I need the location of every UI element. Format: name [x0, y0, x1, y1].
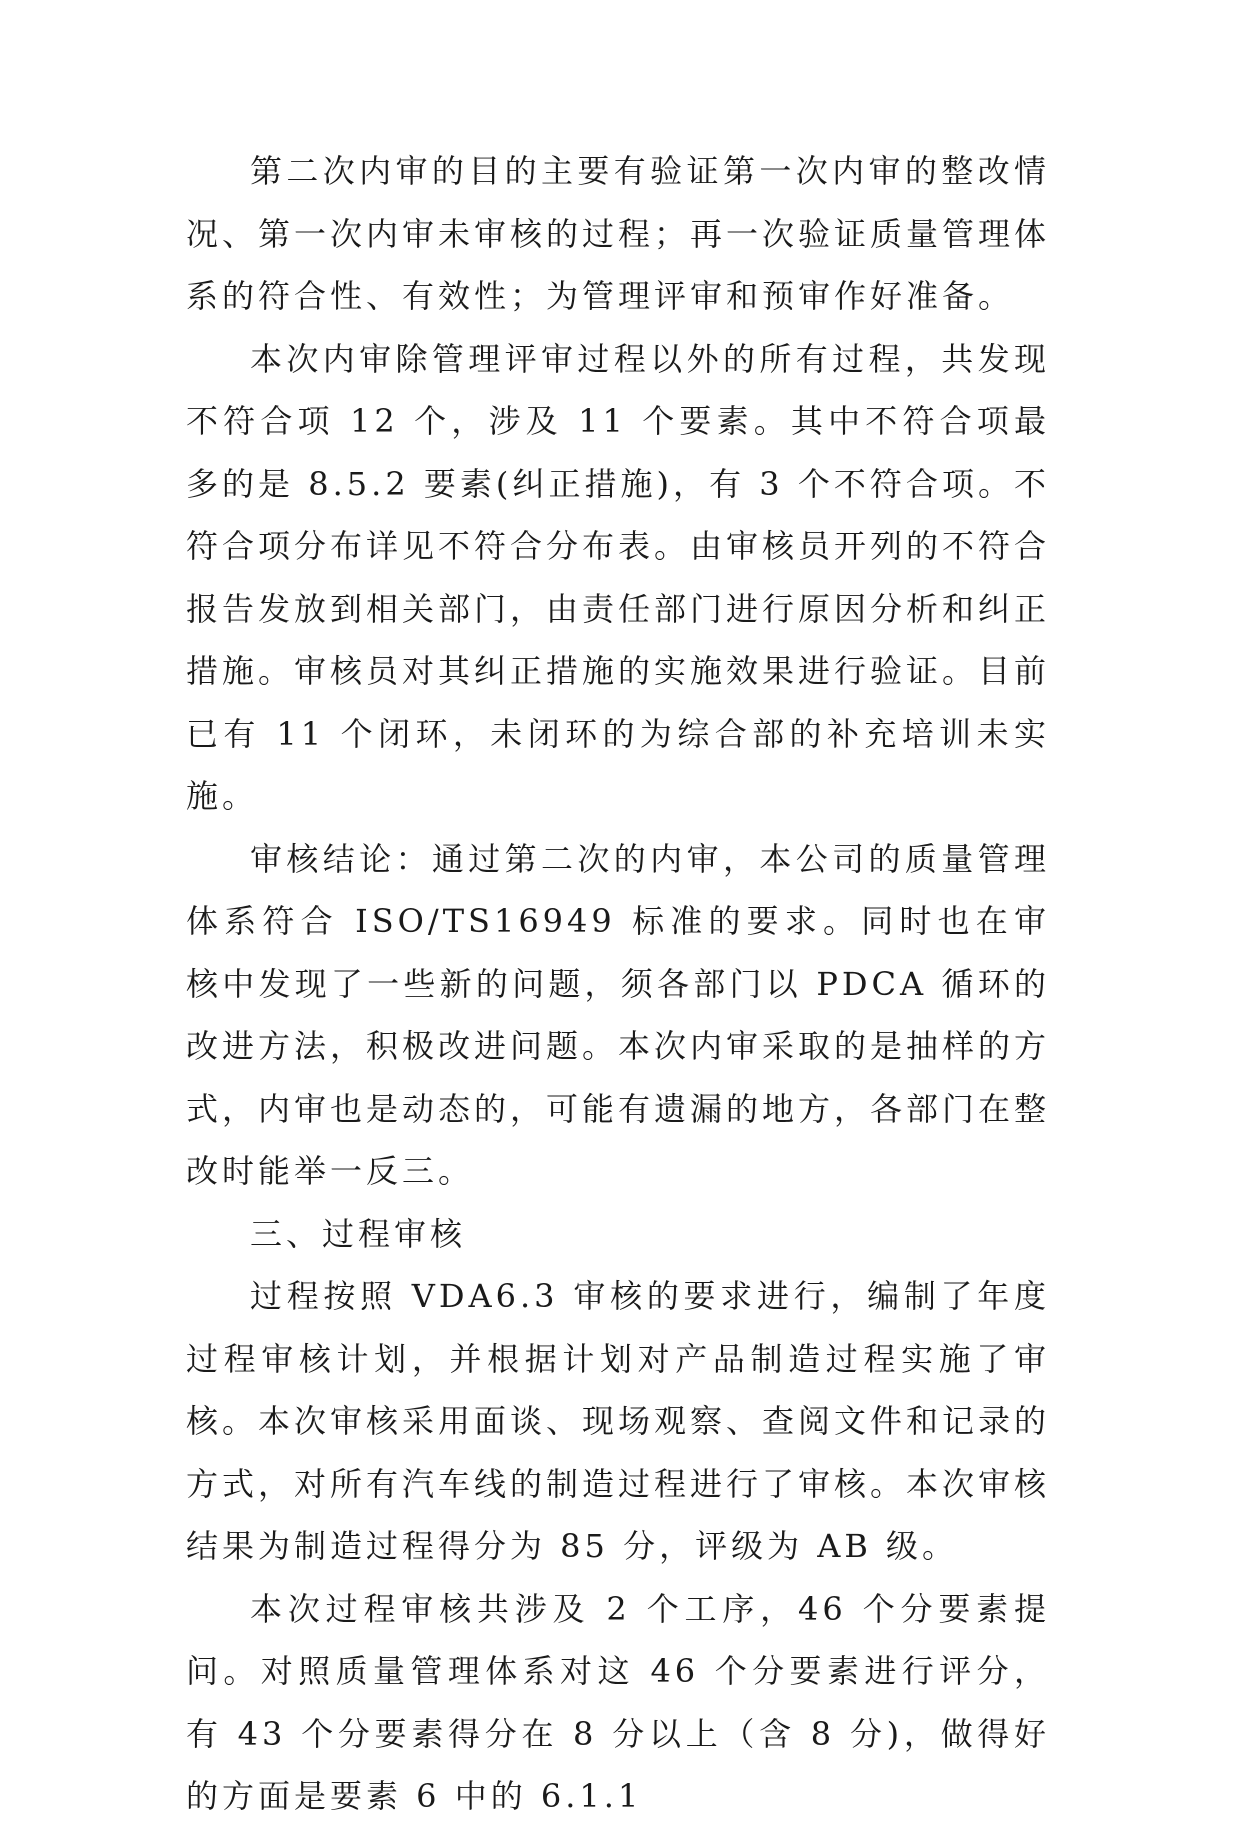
paragraph-nonconformities: 本次内审除管理评审过程以外的所有过程，共发现不符合项 12 个，涉及 11 个要素。其中不符合项最多的是 8.5.2 要素(纠正措施)，有 3 个不符合项。不符合项分布详见不符合分布表。由审核员开列的不符合报告发放到相关部门，由责任部门进行原因分析和纠正措施。审核员对其纠正措施的实施效果进行验证。目前已有 11 个闭环，未闭环的为综合部的补充培训未实施。	[186, 339, 1051, 815]
document-page	[186, 140, 1050, 1828]
paragraph-audit-conclusion: 审核结论：通过第二次的内审，本公司的质量管理体系符合 ISO/TS16949 标准的要求。同时也在审核中发现了一些新的问题，须各部门以 PDCA 循环的改进方法，积极改进问题。本次内审采取的是抽样的方式，内审也是动态的，可能有遗漏的地方，各部门在整改时能举一反三。	[186, 839, 1051, 1190]
paragraph-process-audit-scores: 本次过程审核共涉及 2 个工序，46 个分要素提问。对照质量管理体系对这 46 个分要素进行评分，有 43 个分要素得分在 8 分以上（含 8 分)，做得好的方面是要素 6 中的 6.1.1	[186, 1589, 1050, 1815]
paragraph-process-audit-method: 过程按照 VDA6.3 审核的要求进行，编制了年度过程审核计划，并根据计划对产品制造过程实施了审核。本次审核采用面谈、现场观察、查阅文件和记录的方式，对所有汽车线的制造过程进行了审核。本次审核结果为制造过程得分为 85 分，评级为 AB 级。	[186, 1277, 1051, 1565]
paragraph-audit-purpose: 第二次内审的目的主要有验证第一次内审的整改情况、第一次内审未审核的过程；再一次验证质量管理体系的符合性、有效性；为管理评审和预审作好准备。	[186, 152, 1051, 315]
section-heading-process-audit: 三、过程审核	[250, 1214, 467, 1253]
